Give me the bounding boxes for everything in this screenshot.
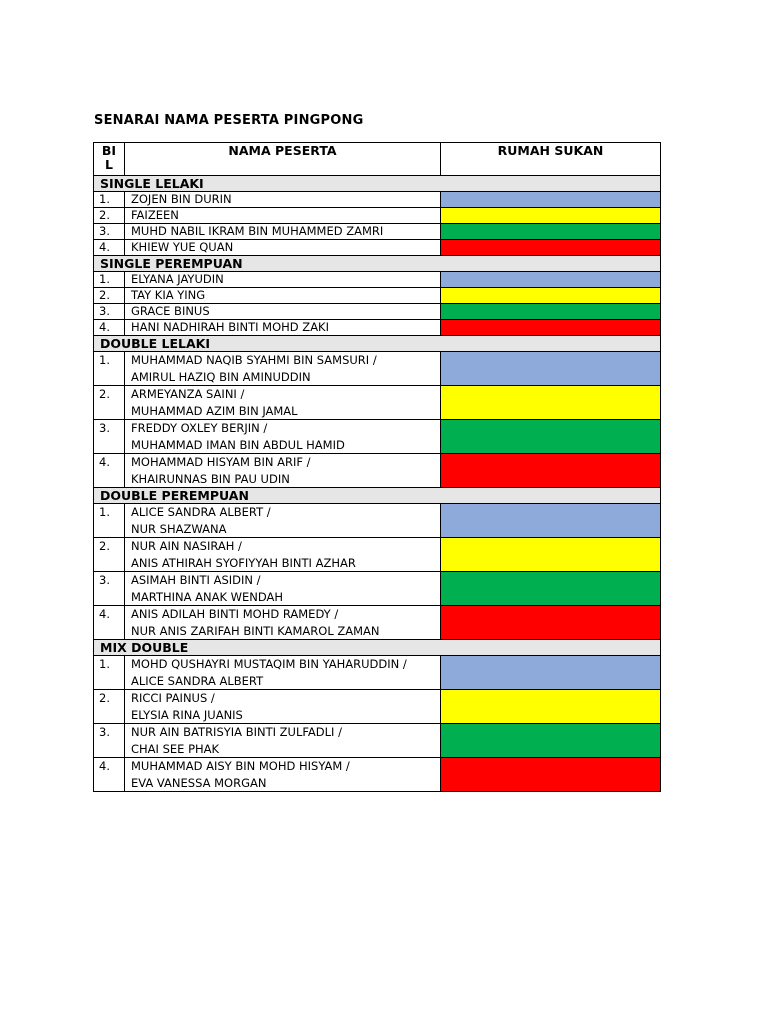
row-number: 4.	[94, 606, 125, 640]
row-number: 4.	[94, 240, 125, 256]
house-color-green	[441, 724, 661, 758]
participant-name: EVA VANESSA MORGAN	[131, 775, 267, 790]
row-number: 1.	[94, 656, 125, 690]
house-color-yellow	[441, 690, 661, 724]
participant-name-cell	[125, 538, 441, 572]
table-row	[94, 504, 661, 538]
house-color-blue	[441, 504, 661, 538]
participant-name-cell	[125, 758, 441, 792]
table-body	[94, 176, 661, 792]
house-color-red	[441, 320, 661, 336]
house-color-red	[441, 606, 661, 640]
participant-name: ZOJEN BIN DURIN	[131, 192, 232, 206]
table-row	[94, 420, 661, 454]
house-color-blue	[441, 272, 661, 288]
category-label: DOUBLE LELAKI	[94, 336, 661, 352]
table-header-row	[94, 143, 661, 176]
participant-name: ELYSIA RINA JUANIS	[131, 707, 243, 722]
header-house: RUMAH SUKAN	[441, 143, 661, 176]
house-color-blue	[441, 656, 661, 690]
category-row	[94, 176, 661, 192]
row-number: 2.	[94, 288, 125, 304]
participant-name: MUHAMMAD AISY BIN MOHD HISYAM /	[131, 759, 350, 773]
category-row	[94, 256, 661, 272]
table-row	[94, 240, 661, 256]
table-row	[94, 320, 661, 336]
participant-name-cell	[125, 690, 441, 724]
participant-name: MUHD NABIL IKRAM BIN MUHAMMED ZAMRI	[131, 224, 384, 238]
row-number: 2.	[94, 538, 125, 572]
table-row	[94, 538, 661, 572]
header-name: NAMA PESERTA	[125, 143, 441, 176]
participant-name-cell	[125, 320, 441, 336]
table-row	[94, 690, 661, 724]
row-number: 2.	[94, 386, 125, 420]
participant-name: TAY KIA YING	[131, 288, 206, 302]
house-color-blue	[441, 192, 661, 208]
participant-name: ALICE SANDRA ALBERT /	[131, 505, 271, 519]
house-color-green	[441, 304, 661, 320]
participant-name: KHAIRUNNAS BIN PAU UDIN	[131, 471, 290, 486]
table-row	[94, 208, 661, 224]
participant-name-cell	[125, 724, 441, 758]
table-row	[94, 454, 661, 488]
participant-name: RICCI PAINUS /	[131, 691, 215, 705]
house-color-yellow	[441, 208, 661, 224]
house-color-yellow	[441, 288, 661, 304]
participant-name-cell	[125, 224, 441, 240]
table-row	[94, 606, 661, 640]
participant-name: ANIS ADILAH BINTI MOHD RAMEDY /	[131, 607, 339, 621]
participant-name: MARTHINA ANAK WENDAH	[131, 589, 284, 604]
row-number: 3.	[94, 304, 125, 320]
participant-name: FREDDY OXLEY BERJIN /	[131, 421, 268, 435]
participant-name: ALICE SANDRA ALBERT	[131, 673, 264, 688]
category-label: MIX DOUBLE	[94, 640, 661, 656]
participant-name-cell	[125, 606, 441, 640]
table-row	[94, 386, 661, 420]
row-number: 1.	[94, 272, 125, 288]
category-label: SINGLE LELAKI	[94, 176, 661, 192]
participant-name-cell	[125, 208, 441, 224]
participant-name-cell	[125, 420, 441, 454]
row-number: 3.	[94, 572, 125, 606]
row-number: 4.	[94, 454, 125, 488]
participant-name: MUHAMMAD AZIM BIN JAMAL	[131, 403, 298, 418]
participant-name: NUR SHAZWANA	[131, 521, 227, 536]
participant-name: MUHAMMAD IMAN BIN ABDUL HAMID	[131, 437, 345, 452]
table-row	[94, 304, 661, 320]
house-color-red	[441, 454, 661, 488]
participant-name: HANI NADHIRAH BINTI MOHD ZAKI	[131, 320, 329, 334]
participant-name-cell	[125, 352, 441, 386]
row-number: 2.	[94, 690, 125, 724]
house-color-yellow	[441, 386, 661, 420]
participant-name: GRACE BINUS	[131, 304, 210, 318]
row-number: 2.	[94, 208, 125, 224]
participant-name-cell	[125, 192, 441, 208]
house-color-yellow	[441, 538, 661, 572]
participant-name: MOHD QUSHAYRI MUSTAQIM BIN YAHARUDDIN /	[131, 657, 407, 671]
participant-name: KHIEW YUE QUAN	[131, 240, 234, 254]
table-row	[94, 192, 661, 208]
house-color-red	[441, 240, 661, 256]
category-row	[94, 488, 661, 504]
participant-name-cell	[125, 386, 441, 420]
row-number: 4.	[94, 758, 125, 792]
table-row	[94, 224, 661, 240]
category-label: DOUBLE PEREMPUAN	[94, 488, 661, 504]
house-color-green	[441, 224, 661, 240]
participant-name-cell	[125, 272, 441, 288]
row-number: 1.	[94, 352, 125, 386]
participant-name: NUR ANIS ZARIFAH BINTI KAMAROL ZAMAN	[131, 623, 380, 638]
row-number: 3.	[94, 224, 125, 240]
table-row	[94, 758, 661, 792]
table-row	[94, 656, 661, 690]
participant-name-cell	[125, 304, 441, 320]
participant-name-cell	[125, 572, 441, 606]
participant-name-cell	[125, 504, 441, 538]
participant-name: AMIRUL HAZIQ BIN AMINUDDIN	[131, 369, 311, 384]
participant-name: ANIS ATHIRAH SYOFIYYAH BINTI AZHAR	[131, 555, 356, 570]
row-number: 1.	[94, 192, 125, 208]
participant-name-cell	[125, 288, 441, 304]
house-color-green	[441, 572, 661, 606]
row-number: 3.	[94, 420, 125, 454]
row-number: 4.	[94, 320, 125, 336]
participant-name-cell	[125, 454, 441, 488]
table-row	[94, 352, 661, 386]
category-label: SINGLE PEREMPUAN	[94, 256, 661, 272]
house-color-blue	[441, 352, 661, 386]
participant-name: FAIZEEN	[131, 208, 179, 222]
table-row	[94, 288, 661, 304]
house-color-green	[441, 420, 661, 454]
participant-name: ELYANA JAYUDIN	[131, 272, 224, 286]
participant-name: MUHAMMAD NAQIB SYAHMI BIN SAMSURI /	[131, 353, 377, 367]
participant-name: NUR AIN BATRISYIA BINTI ZULFADLI /	[131, 725, 342, 739]
category-row	[94, 640, 661, 656]
header-bil-label: BIL	[101, 143, 117, 172]
row-number: 1.	[94, 504, 125, 538]
participant-name: ASIMAH BINTI ASIDIN /	[131, 573, 261, 587]
participant-name: NUR AIN NASIRAH /	[131, 539, 242, 553]
participant-name-cell	[125, 240, 441, 256]
header-bil	[94, 143, 125, 176]
page-title: SENARAI NAMA PESERTA PINGPONG	[94, 113, 364, 128]
participant-name: ARMEYANZA SAINI /	[131, 387, 245, 401]
participants-table	[93, 142, 661, 792]
participant-name-cell	[125, 656, 441, 690]
participant-name: CHAI SEE PHAK	[131, 741, 220, 756]
house-color-red	[441, 758, 661, 792]
table-row	[94, 724, 661, 758]
category-row	[94, 336, 661, 352]
row-number: 3.	[94, 724, 125, 758]
participant-name: MOHAMMAD HISYAM BIN ARIF /	[131, 455, 311, 469]
table-row	[94, 272, 661, 288]
table-row	[94, 572, 661, 606]
